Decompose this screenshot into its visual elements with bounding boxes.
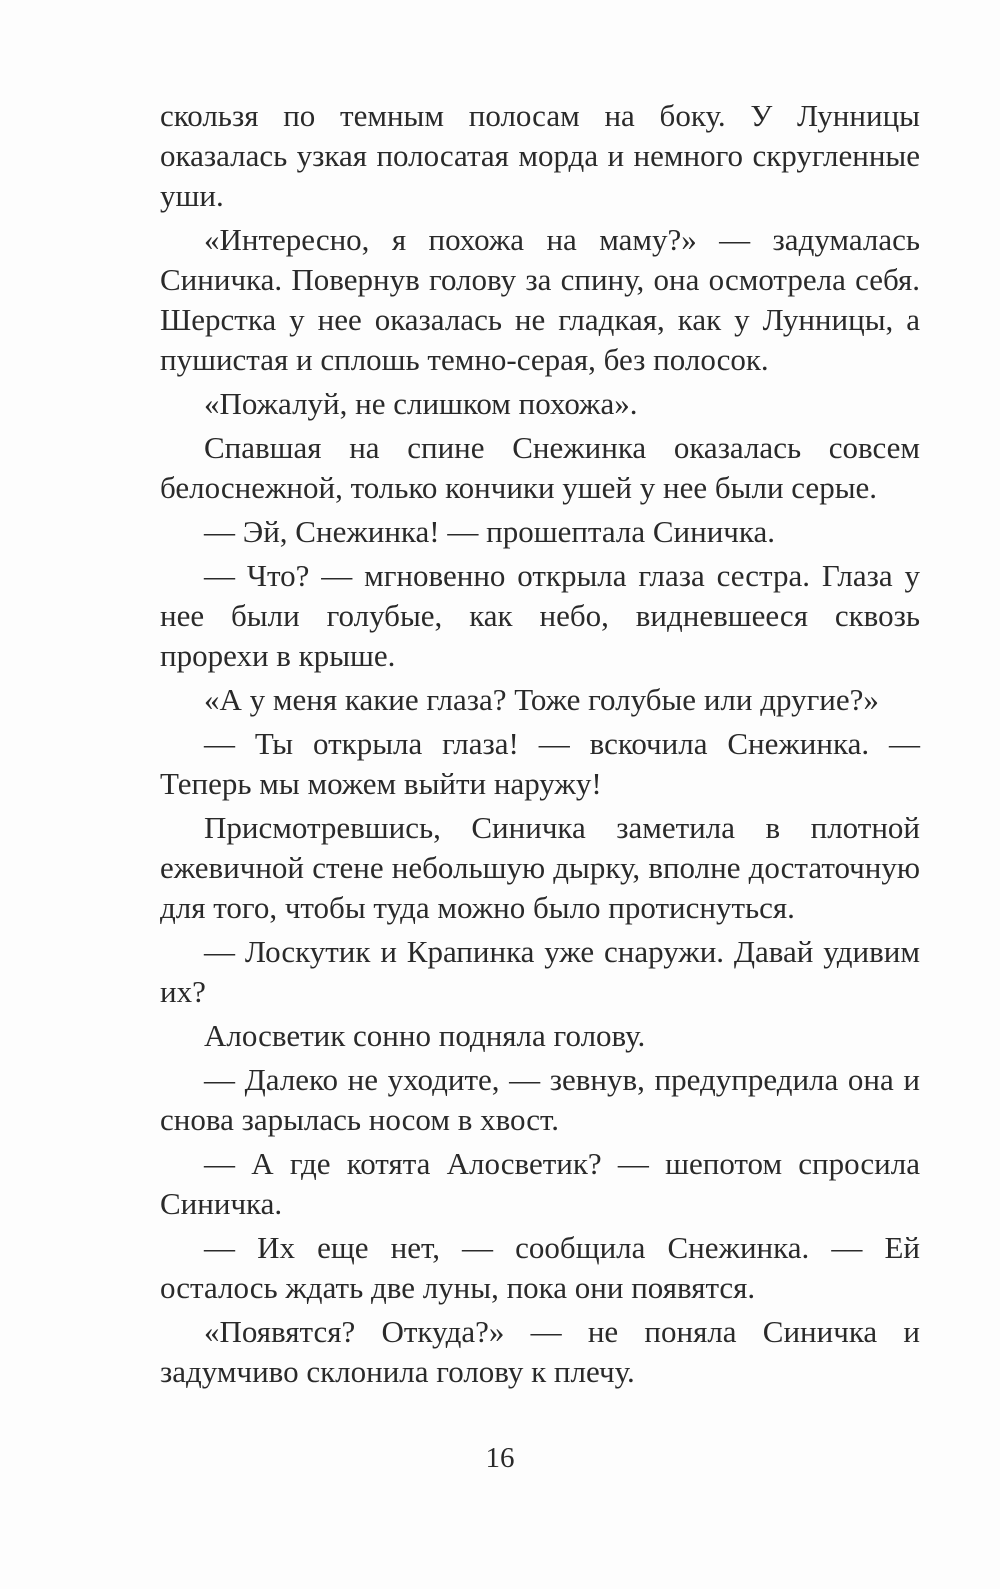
paragraph: Спавшая на спине Снежинка оказалась совсем белоснежной, только кончики ушей у нее были серые.	[160, 430, 920, 505]
paragraph: «Появятся? Откуда?» — не поняла Синичка и задумчиво склонила голову к плечу.	[160, 1314, 920, 1389]
paragraph: — А где котята Алосветик? — шепотом спросила Синичка.	[160, 1146, 920, 1221]
paragraph: — Что? — мгновенно открыла глаза сестра. Глаза у нее были голубые, как небо, видневшееся сквозь прорехи в крыше.	[160, 558, 920, 673]
paragraph: — Лоскутик и Крапинка уже снаружи. Давай удивим их?	[160, 934, 920, 1009]
paragraph: «А у меня какие глаза? Тоже голубые или другие?»	[204, 682, 879, 717]
page-number: 16	[485, 1442, 515, 1474]
paragraph: — Их еще нет, — сообщила Снежинка. — Ей осталось ждать две луны, пока они появятся.	[160, 1230, 920, 1305]
paragraph: — Ты открыла глаза! — вскочила Снежинка. — Теперь мы можем выйти наружу!	[160, 726, 920, 801]
paragraph: — Эй, Снежинка! — прошептала Синичка.	[204, 514, 775, 549]
paragraph: — Далеко не уходите, — зевнув, предупредила она и снова зарылась носом в хвост.	[160, 1062, 920, 1137]
paragraph: Алосветик сонно подняла голову.	[204, 1018, 646, 1053]
paragraph: «Пожалуй, не слишком похожа».	[204, 386, 638, 421]
paragraph: скользя по темным полосам на боку. У Лунницы оказалась узкая полосатая морда и немного скругленные уши.	[160, 98, 920, 213]
paragraph: Присмотревшись, Синичка заметила в плотной ежевичной стене небольшую дырку, вполне достаточную для того, чтобы туда можно было протиснуться.	[160, 810, 920, 925]
page-text	[160, 96, 920, 1396]
paragraph: «Интересно, я похожа на маму?» — задумалась Синичка. Повернув голову за спину, она осмотрела себя. Шерстка у нее оказалась не гладкая, как у Лунницы, а пушистая и сплошь темно-серая, без полосок.	[160, 222, 920, 377]
